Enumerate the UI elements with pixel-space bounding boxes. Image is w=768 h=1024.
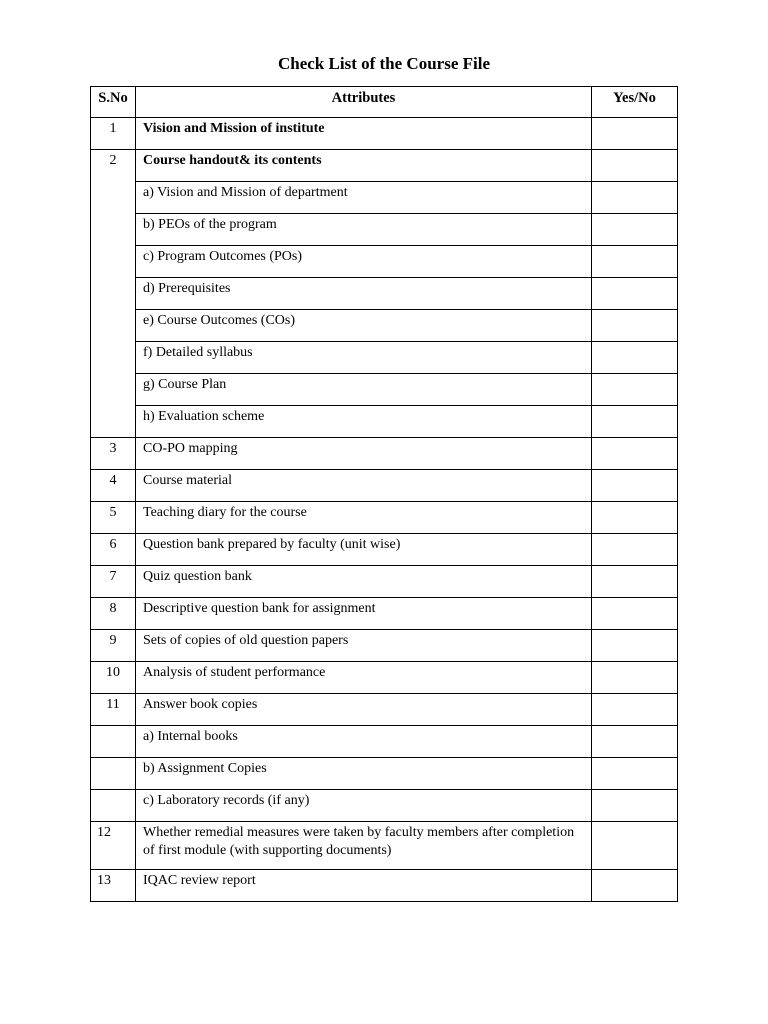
row-attribute: f) Detailed syllabus [136, 342, 592, 374]
row-attribute: Course material [136, 470, 592, 502]
row-attribute: Quiz question bank [136, 566, 592, 598]
row-sno [91, 374, 136, 406]
row-yesno-cell[interactable] [592, 758, 678, 790]
table-row [91, 502, 678, 534]
table-row [91, 470, 678, 502]
row-yesno-cell[interactable] [592, 406, 678, 438]
row-attribute: b) PEOs of the program [136, 214, 592, 246]
row-sno: 7 [91, 566, 136, 598]
row-yesno-cell[interactable] [592, 630, 678, 662]
header-yesno: Yes/No [592, 87, 678, 118]
row-sno: 1 [91, 118, 136, 150]
header-sno: S.No [91, 87, 136, 118]
row-attribute: e) Course Outcomes (COs) [136, 310, 592, 342]
row-sno [91, 246, 136, 278]
row-attribute: c) Program Outcomes (POs) [136, 246, 592, 278]
header-attributes: Attributes [136, 87, 592, 118]
row-attribute: a) Vision and Mission of department [136, 182, 592, 214]
table-row [91, 342, 678, 374]
row-attribute: b) Assignment Copies [136, 758, 592, 790]
row-attribute: Whether remedial measures were taken by faculty members after completion of first module (with supporting documents) [136, 822, 592, 870]
table-row [91, 374, 678, 406]
row-attribute: Sets of copies of old question papers [136, 630, 592, 662]
row-sno: 6 [91, 534, 136, 566]
row-attribute: c) Laboratory records (if any) [136, 790, 592, 822]
table-row [91, 598, 678, 630]
table-row [91, 438, 678, 470]
row-yesno-cell[interactable] [592, 310, 678, 342]
row-attribute: Teaching diary for the course [136, 502, 592, 534]
row-sno: 3 [91, 438, 136, 470]
row-yesno-cell[interactable] [592, 182, 678, 214]
row-yesno-cell[interactable] [592, 118, 678, 150]
row-attribute: Answer book copies [136, 694, 592, 726]
row-sno [91, 406, 136, 438]
row-sno [91, 310, 136, 342]
table-row [91, 822, 678, 870]
row-sno: 4 [91, 470, 136, 502]
row-yesno-cell[interactable] [592, 502, 678, 534]
row-yesno-cell[interactable] [592, 534, 678, 566]
row-sno [91, 726, 136, 758]
row-yesno-cell[interactable] [592, 726, 678, 758]
row-yesno-cell[interactable] [592, 342, 678, 374]
row-attribute: h) Evaluation scheme [136, 406, 592, 438]
table-row [91, 726, 678, 758]
row-yesno-cell[interactable] [592, 150, 678, 182]
row-attribute: Descriptive question bank for assignment [136, 598, 592, 630]
table-row [91, 662, 678, 694]
table-row [91, 118, 678, 150]
row-sno [91, 342, 136, 374]
table-row [91, 534, 678, 566]
row-yesno-cell[interactable] [592, 662, 678, 694]
row-attribute: CO-PO mapping [136, 438, 592, 470]
table-row [91, 182, 678, 214]
row-yesno-cell[interactable] [592, 870, 678, 902]
table-row [91, 406, 678, 438]
row-yesno-cell[interactable] [592, 790, 678, 822]
row-attribute: Course handout& its contents [136, 150, 592, 182]
row-yesno-cell[interactable] [592, 694, 678, 726]
table-row [91, 310, 678, 342]
row-yesno-cell[interactable] [592, 438, 678, 470]
row-yesno-cell[interactable] [592, 278, 678, 310]
row-sno: 12 [91, 822, 136, 870]
table-row [91, 246, 678, 278]
row-yesno-cell[interactable] [592, 566, 678, 598]
table-row [91, 758, 678, 790]
row-sno: 10 [91, 662, 136, 694]
row-sno: 5 [91, 502, 136, 534]
row-attribute: IQAC review report [136, 870, 592, 902]
row-sno: 8 [91, 598, 136, 630]
row-attribute: a) Internal books [136, 726, 592, 758]
row-sno [91, 182, 136, 214]
row-attribute: g) Course Plan [136, 374, 592, 406]
table-row [91, 150, 678, 182]
row-yesno-cell[interactable] [592, 822, 678, 870]
row-attribute: d) Prerequisites [136, 278, 592, 310]
row-yesno-cell[interactable] [592, 214, 678, 246]
checklist-table [90, 86, 678, 902]
table-row [91, 214, 678, 246]
row-sno: 2 [91, 150, 136, 182]
table-row [91, 566, 678, 598]
table-row [91, 870, 678, 902]
row-sno [91, 278, 136, 310]
row-yesno-cell[interactable] [592, 598, 678, 630]
row-attribute: Question bank prepared by faculty (unit wise) [136, 534, 592, 566]
row-sno [91, 758, 136, 790]
row-sno: 9 [91, 630, 136, 662]
table-row [91, 278, 678, 310]
table-header-row [91, 87, 678, 118]
row-yesno-cell[interactable] [592, 374, 678, 406]
row-yesno-cell[interactable] [592, 470, 678, 502]
table-row [91, 630, 678, 662]
row-sno [91, 790, 136, 822]
row-sno: 11 [91, 694, 136, 726]
row-attribute: Analysis of student performance [136, 662, 592, 694]
page-title: Check List of the Course File [277, 54, 490, 73]
row-attribute: Vision and Mission of institute [136, 118, 592, 150]
row-sno [91, 214, 136, 246]
table-row [91, 790, 678, 822]
row-yesno-cell[interactable] [592, 246, 678, 278]
table-row [91, 694, 678, 726]
row-sno: 13 [91, 870, 136, 902]
